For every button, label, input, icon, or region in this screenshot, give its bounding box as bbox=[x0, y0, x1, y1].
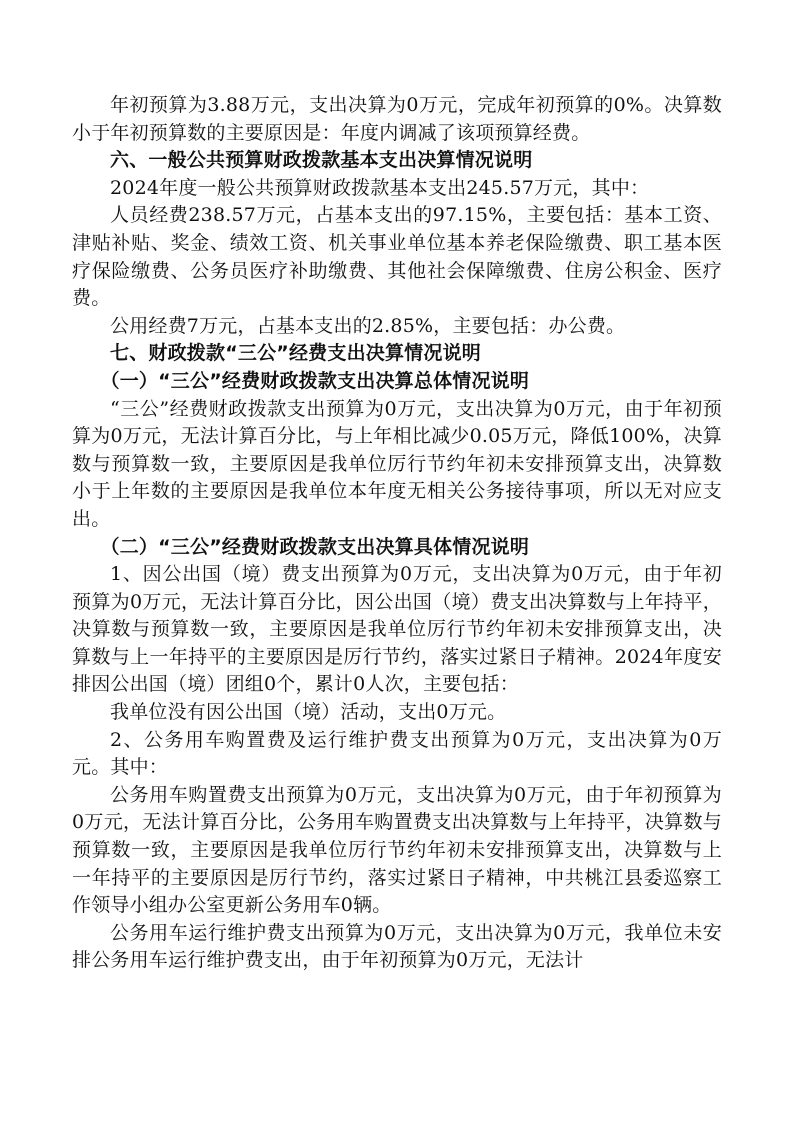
heading-subsection-2: （二）“三公”经费财政拨款支出决算具体情况说明 bbox=[100, 535, 530, 558]
heading-section-7: 七、财政拨款“三公”经费支出决算情况说明 bbox=[110, 342, 481, 365]
document-page bbox=[72, 92, 722, 975]
paragraph-no-overseas-activity: 我单位没有因公出国（境）活动，支出0万元。 bbox=[110, 701, 507, 724]
paragraph-public-expenses: 公用经费7万元，占基本支出的2.85%，主要包括：办公费。 bbox=[110, 314, 626, 337]
heading-subsection-1: （一）“三公”经费财政拨款支出决算总体情况说明 bbox=[100, 369, 530, 392]
paragraph-basic-expenditure-total: 2024年度一般公共预算财政拨款基本支出245.57万元，其中： bbox=[110, 176, 650, 199]
paragraph-three-public-overall: “三公”经费财政拨款支出预算为0万元，支出决算为0万元，由于年初预算为0万元，无法计算百分比，与上年相比减少0.05万元，降低100%，决算数与预算数一致，主要原因是我单位厉行节约年初未安排预算支出，决算数小于上年数的主要原因是我单位本年度无相关公务接待事项，所以无对应支出。 bbox=[72, 397, 722, 530]
paragraph-budget-completion: 年初预算为3.88万元，支出决算为0万元，完成年初预算的0%。决算数小于年初预算数的主要原因是：年度内调减了该项预算经费。 bbox=[72, 94, 722, 144]
heading-section-6: 六、一般公共预算财政拨款基本支出决算情况说明 bbox=[110, 149, 533, 172]
paragraph-personnel-expenses: 人员经费238.57万元，占基本支出的97.15%，主要包括：基本工资、津贴补贴、奖金、绩效工资、机关事业单位基本养老保险缴费、职工基本医疗保险缴费、公务员医疗补助缴费、其他社会保障缴费、住房公积金、医疗费。 bbox=[72, 204, 722, 310]
paragraph-vehicle-maintenance: 公务用车运行维护费支出预算为0万元，支出决算为0万元，我单位未安排公务用车运行维护费支出，由于年初预算为0万元，无法计 bbox=[72, 921, 722, 972]
paragraph-overseas-travel: 1、因公出国（境）费支出预算为0万元，支出决算为0万元，由于年初预算为0万元，无法计算百分比，因公出国（境）费支出决算数与上年持平，决算数与预算数一致，主要原因是我单位厉行节约年初未安排预算支出，决算数与上一年持平的主要原因是厉行节约，落实过紧日子精神。2024年度安排因公出国（境）团组0个，累计0人次，主要包括： bbox=[72, 563, 722, 696]
paragraph-vehicle-expenses: 2、公务用车购置费及运行维护费支出预算为0万元，支出决算为0万元。其中： bbox=[72, 728, 722, 779]
paragraph-vehicle-purchase: 公务用车购置费支出预算为0万元，支出决算为0万元，由于年初预算为0万元，无法计算百分比，公务用车购置费支出决算数与上年持平，决算数与预算数一致，主要原因是我单位厉行节约年初未安排预算支出，决算数与上一年持平的主要原因是厉行节约，落实过紧日子精神，中共桃江县委巡察工作领导小组办公室更新公务用车0辆。 bbox=[72, 783, 722, 917]
